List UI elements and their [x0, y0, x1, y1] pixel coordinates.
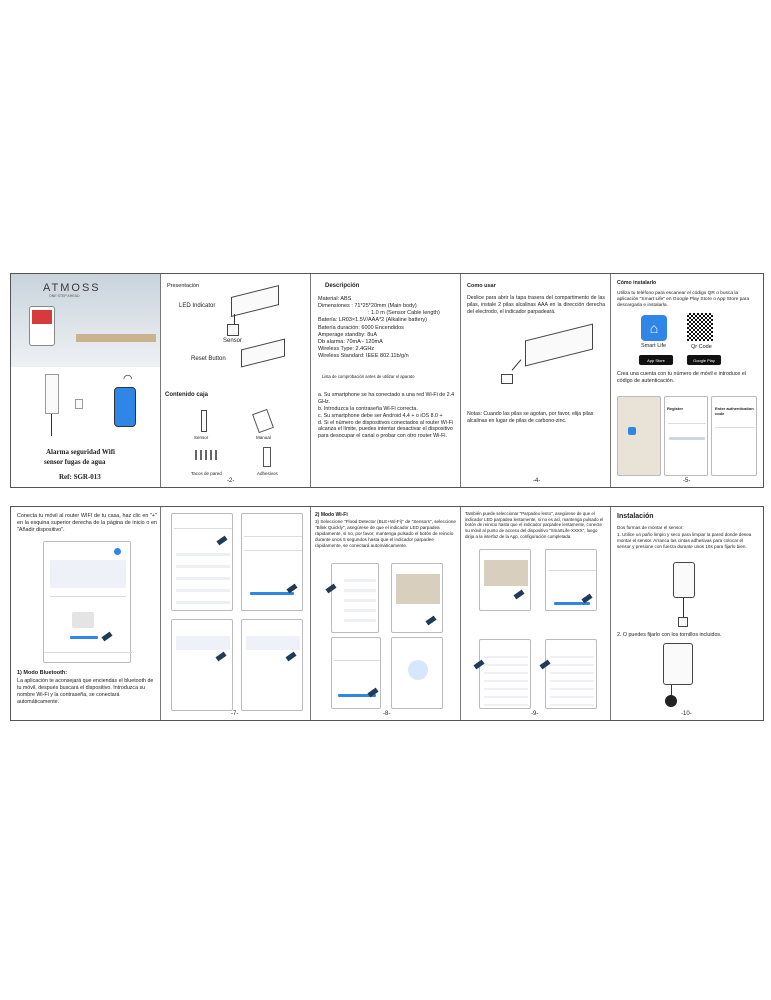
probe-diagram: [501, 374, 513, 384]
item-manual: Manual: [256, 435, 271, 440]
cover-ref: Ref: SGR-013: [59, 473, 101, 481]
how-to-use-heading: Como usar: [467, 283, 496, 289]
app-store-badge[interactable]: [639, 355, 673, 365]
device-category-screenshot: [171, 513, 233, 611]
manual-item-image: [252, 409, 274, 433]
screw-mount-diagram: [663, 643, 693, 685]
page-number: -8-: [383, 711, 391, 717]
app-screenshot-1: [617, 396, 661, 476]
wifi-credentials-screenshot: [241, 513, 303, 611]
cover-panel: [11, 274, 161, 487]
slow-blink-panel: [461, 507, 611, 720]
wifi-mode-body: 3) Seleccione "Flood Detector (BLE+Wi-Fi)" de "Sensors", seleccione "Blink Quickly", asegúrese de que el indicador LED parpadea rápidamente, si no, por favor, mantenga pulsado el botón de reinicio durante unos 5 segundos hasta que el indicador parpadee rápidamente, se conectará automáticamente.: [315, 519, 456, 548]
battery-compartment-diagram: [525, 324, 593, 367]
slow-blink-screenshot: [479, 549, 531, 611]
led-indicator-label: LED Indicator: [179, 303, 216, 309]
qr-code: [687, 313, 713, 341]
checklist-item: c. Su smartphone debe ser Android 4.4 + o iOS 8.0 +: [318, 412, 443, 419]
wifi-list-screenshot-2: [545, 639, 597, 709]
cover-title-1: Alarma seguridad Wifi: [46, 448, 115, 456]
slow-blink-body: También puede seleccionar "Parpadeo lento", asegúrese de que el indicador LED parpadea lentamente, si no es así, mantenga pulsado el botón de reinicio hasta que el indicador parpadee lentamente, conecte su móvil al punto de acceso del dispositivo "SmartLife-XXXX", luego dirija a la interfaz de la App, configuración completada.: [465, 511, 604, 539]
connecting-screenshot: [391, 637, 443, 709]
brand-logo: ATMOSS: [43, 282, 101, 294]
app-screenshot-register: [664, 396, 708, 476]
presentation-panel: [161, 274, 311, 487]
wall-plugs-image: [195, 450, 217, 460]
probe-diagram: [665, 695, 677, 707]
manual-sheet-front: [10, 273, 764, 488]
install-app-heading: Cómo instalarlo: [617, 280, 657, 286]
sensor-diagram: [231, 285, 279, 317]
contents-heading: Contenido caja: [165, 392, 209, 398]
adhesive-mount-diagram: [673, 562, 695, 598]
hotspot-screenshot: [545, 549, 597, 611]
checklist-item: a. Su smartphone se ha conectado a una red Wi-Fi de 2.4 GHz.: [318, 392, 455, 405]
app-store-label: App Store: [647, 357, 665, 363]
page-number: -7-: [231, 711, 239, 717]
description-heading: Descripción: [325, 283, 360, 289]
spec-line: Dimensiones : 71*25*20mm (Main body): [318, 303, 417, 310]
adhesive-image: [263, 447, 271, 467]
installation-subheading: Dos formas de montar el sensor:: [617, 525, 684, 530]
spec-line: Material: ABS: [318, 296, 352, 302]
google-play-label: Google Play: [693, 357, 715, 363]
sensor-label: Sensor: [223, 338, 243, 344]
floor-photo: [76, 334, 156, 342]
checklist: [318, 392, 458, 440]
install-app-body: Utiliza tu teléfono para escanear el código QR o busca la aplicación "Smart Life" en Google Play Store o App Store para descargarla e instalarla.: [617, 291, 750, 309]
spec-line: Db alarma: 70mA - 120mA: [318, 338, 383, 345]
how-to-use-panel: [461, 274, 611, 487]
presentation-heading: Presentación: [167, 283, 200, 289]
spec-line: Batería duración: 6000 Encendidos: [318, 324, 404, 331]
add-device-panel: [11, 507, 161, 720]
reset-button-label: Reset Button: [191, 356, 226, 362]
brand-tagline: ONE STEP AHEAD: [49, 294, 80, 298]
bluetooth-screens-panel: [161, 507, 311, 720]
bluetooth-body: La aplicación te aconsejará que enciendas el bluetooth de tu móvil, después buscará el dispositivo. Introduzca su nombre Wi-Fi y la contraseña, se conectará automáticamente.: [17, 678, 154, 705]
checklist-item: b. Introduzca la contraseña Wi-Fi correcta.: [318, 405, 418, 412]
manual-sheet-back: [10, 506, 764, 721]
google-play-badge[interactable]: [687, 355, 721, 365]
installation-step-2: 2. O puedes fijarlo con los tornillos incluidos.: [617, 632, 722, 638]
app-screenshot-auth: [711, 396, 757, 476]
qr-label: Qr Code: [691, 344, 712, 350]
home-screen-screenshot: [43, 541, 131, 663]
add-device-intro: Conecta tu móvil al router WIFI de tu casa, haz clic en "+" en la esquina superior derecha de la página de inicio o en "Añadir dispositivo".: [17, 513, 157, 534]
smart-life-app-icon: ⌂: [641, 315, 667, 341]
page-number: -4-: [533, 478, 541, 484]
install-app-panel: [611, 274, 763, 487]
device-found-screenshot: [171, 619, 233, 711]
installation-step-1: 1. Utilice un paño limpio y seco para limpiar la pared donde desea montar el sensor. Arranca las cintas adhesivas para colocar el sensor y presione con fuerza durante unos 10s para fijarlo bien.: [617, 532, 752, 549]
installation-heading: Instalación: [617, 513, 654, 520]
wifi-list-screenshot: [479, 639, 531, 709]
installation-panel: [611, 507, 763, 720]
specs-list: [318, 296, 458, 360]
smartphone-icon: [114, 387, 136, 427]
item-adhesives: Adhesivos: [257, 471, 278, 476]
spec-line: : 1.0 m (Sensor Cable length): [368, 310, 440, 317]
checklist-title: Lista de comprobación antes de utilizar el aparato: [322, 374, 415, 379]
page-number: -5-: [683, 478, 691, 484]
spec-line: Batería: LR03×1.5V/AAA*2 (Alkaline battery): [318, 317, 427, 324]
register-title: Register: [667, 406, 684, 411]
sensor-item-image: [201, 410, 207, 432]
bluetooth-heading: 1) Modo Bluetooth:: [17, 670, 68, 676]
item-sensor: Sensor: [194, 435, 209, 440]
spec-line: Wireless Type: 2.4GHz: [318, 345, 375, 352]
phone-photo: [29, 306, 55, 346]
checklist-item: d. Si el número de dispositivos conectados al router Wi-Fi alcanza el límite, puedes intentar desactivar el dispositivo para desocupar el canal o probar con otro router Wi-Fi.: [318, 419, 454, 440]
wifi-password-screenshot: [331, 637, 381, 709]
probe-photo: [75, 399, 83, 409]
spec-line: Wireless Standard: IEEE 802.11b/g/n: [318, 353, 409, 360]
sensor-photo: [45, 374, 59, 414]
page-number: -9-: [531, 711, 539, 717]
battery-note: Notas: Cuando las pilas se agotan, por favor, elija pilas alcalinas en lugar de pilas de carbono-zinc.: [467, 411, 594, 424]
adding-device-screenshot: [241, 619, 303, 711]
probe-diagram: [227, 324, 239, 336]
cover-title-2: sensor fugas de agua: [44, 458, 106, 466]
wifi-mode-heading: 2) Modo Wi-Fi: [315, 512, 348, 518]
blink-quickly-screenshot: [391, 563, 443, 633]
wifi-icon: ◠: [123, 373, 133, 385]
account-instructions: Crea una cuenta con tu número de móvil e introduce el código de autenticación.: [617, 371, 746, 384]
auth-title: Enter authentication code: [715, 406, 754, 417]
item-wall-plugs: Tacos de pared: [191, 471, 222, 476]
spec-line: Amperage standby: 8uA: [318, 331, 378, 338]
how-to-use-body: Deslice para abrir la tapa trasera del compartimento de las pilas, instale 2 pilas alcalinas AAA en la dirección derecha del electrodo, el indicador parpadeará.: [467, 295, 605, 315]
description-panel: [311, 274, 461, 487]
page-number: -10-: [681, 711, 692, 717]
wifi-mode-panel: [311, 507, 461, 720]
battery-diagram: [241, 339, 285, 368]
app-label: Smart Life: [641, 343, 667, 349]
sensor-list-screenshot: [331, 563, 379, 633]
page-number: -2-: [227, 478, 235, 484]
